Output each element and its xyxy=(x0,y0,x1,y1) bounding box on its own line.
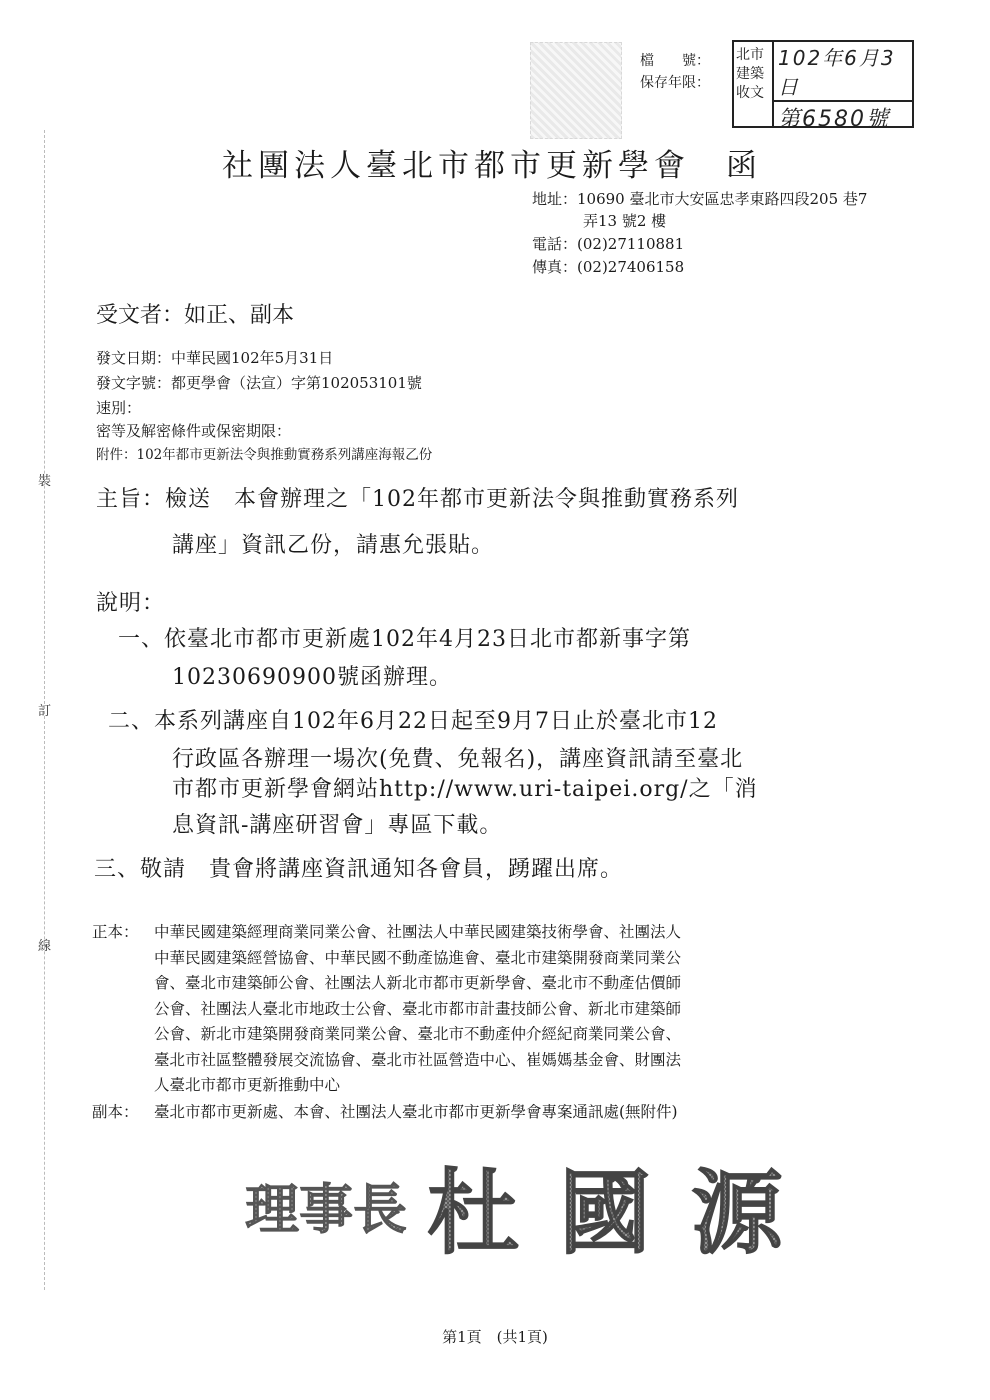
recipient: 受文者：如正、副本 xyxy=(96,303,295,328)
original-line: 中華民國建築經理商業同業公會、社團法人中華民國建築技術學會、社團法人 xyxy=(154,923,682,941)
receipt-stamp xyxy=(732,40,914,132)
speed: 速別： xyxy=(96,399,142,417)
secrecy: 密等及解密條件或保密期限： xyxy=(96,422,292,440)
blurred-stamp xyxy=(530,42,622,139)
item-1-line-1: 一、依臺北市都市更新處102年4月23日北市都新事字第 xyxy=(118,627,691,652)
signature-stamp xyxy=(245,1150,805,1260)
original-list xyxy=(154,920,844,1099)
receipt-agency xyxy=(734,42,774,126)
issue-date: 發文日期：中華民國102年5月31日 xyxy=(96,349,334,367)
item-2-line-3: 市都市更新學會網站http://www.uri-taipei.org/之「消 xyxy=(172,777,758,802)
contact-phone: 電話：(02)27110881 xyxy=(532,235,685,253)
page-footer: 第1頁 (共1頁) xyxy=(442,1328,548,1346)
receipt-date: 102年6月3日 xyxy=(778,46,896,99)
copy-label: 副本： xyxy=(92,1103,139,1121)
binding-line xyxy=(44,130,45,1290)
file-no-label: 檔 號： xyxy=(640,53,710,69)
binding-mark: 訂 xyxy=(38,704,52,719)
original-line: 會、臺北市建築師公會、社團法人新北市都市更新學會、臺北市不動產估價師 xyxy=(154,974,682,992)
subject-line-2: 講座」資訊乙份，請惠允張貼。 xyxy=(172,533,495,558)
archive-info xyxy=(625,50,710,94)
item-1-line-2: 10230690900號函辦理。 xyxy=(172,665,452,690)
original-line: 中華民國建築經營協會、中華民國不動產協進會、臺北市建築開發商業同業公 xyxy=(154,948,682,967)
subject-line-1: 主旨：檢送 本會辦理之「102年都市更新法令與推動實務系列 xyxy=(96,487,739,512)
document-title: 社團法人臺北市都市更新學會 函 xyxy=(222,148,762,184)
agency-char: 建築 xyxy=(736,66,764,82)
issue-ref: 發文字號：都更學會（法宣）字第102053101號 xyxy=(96,374,422,392)
original-label: 正本： xyxy=(92,923,139,941)
explanation-heading: 說明： xyxy=(96,591,166,616)
item-2-line-2: 行政區各辦理一場次(免費、免報名)，講座資訊請至臺北 xyxy=(172,747,744,772)
item-3-line-1: 三、敬請 貴會將講座資訊通知各會員，踴躍出席。 xyxy=(94,857,624,882)
contact-address-2: 弄13 號2 樓 xyxy=(583,212,667,230)
retention-label: 保存年限： xyxy=(640,75,710,91)
contact-fax: 傳真：(02)27406158 xyxy=(532,258,685,276)
contact-address-1: 地址：10690 臺北市大安區忠孝東路四段205 巷7 xyxy=(532,190,868,208)
agency-char: 北市 xyxy=(736,47,764,63)
binding-mark: 線 xyxy=(38,939,52,954)
attachment: 附件：102年都市更新法令與推動實務系列講座海報乙份 xyxy=(96,447,433,463)
receipt-number: 第6580號 xyxy=(778,107,890,132)
signature-role: 理事長 xyxy=(245,1177,407,1241)
original-line: 人臺北市都市更新推動中心 xyxy=(154,1076,341,1094)
original-line: 臺北市社區整體發展交流協會、臺北市社區營造中心、崔媽媽基金會、財團法 xyxy=(154,1050,682,1069)
signature-image xyxy=(245,1150,805,1260)
signature-name: 杜國源 xyxy=(427,1159,805,1260)
original-line: 公會、社團法人臺北市地政士公會、臺北市都市計畫技師公會、新北市建築師 xyxy=(154,999,682,1018)
original-line: 公會、新北市建築開發商業同業公會、臺北市不動產仲介經紀商業同業公會、 xyxy=(154,1025,682,1043)
item-2-line-4: 息資訊-講座研習會」專區下載。 xyxy=(172,813,503,838)
binding-mark: 裝 xyxy=(38,474,52,489)
agency-char: 收文 xyxy=(736,85,764,101)
item-2-line-1: 二、本系列講座自102年6月22日起至9月7日止於臺北市12 xyxy=(108,709,718,734)
copy-list: 臺北市都市更新處、本會、社團法人臺北市都市更新學會專案通訊處(無附件) xyxy=(154,1103,678,1121)
